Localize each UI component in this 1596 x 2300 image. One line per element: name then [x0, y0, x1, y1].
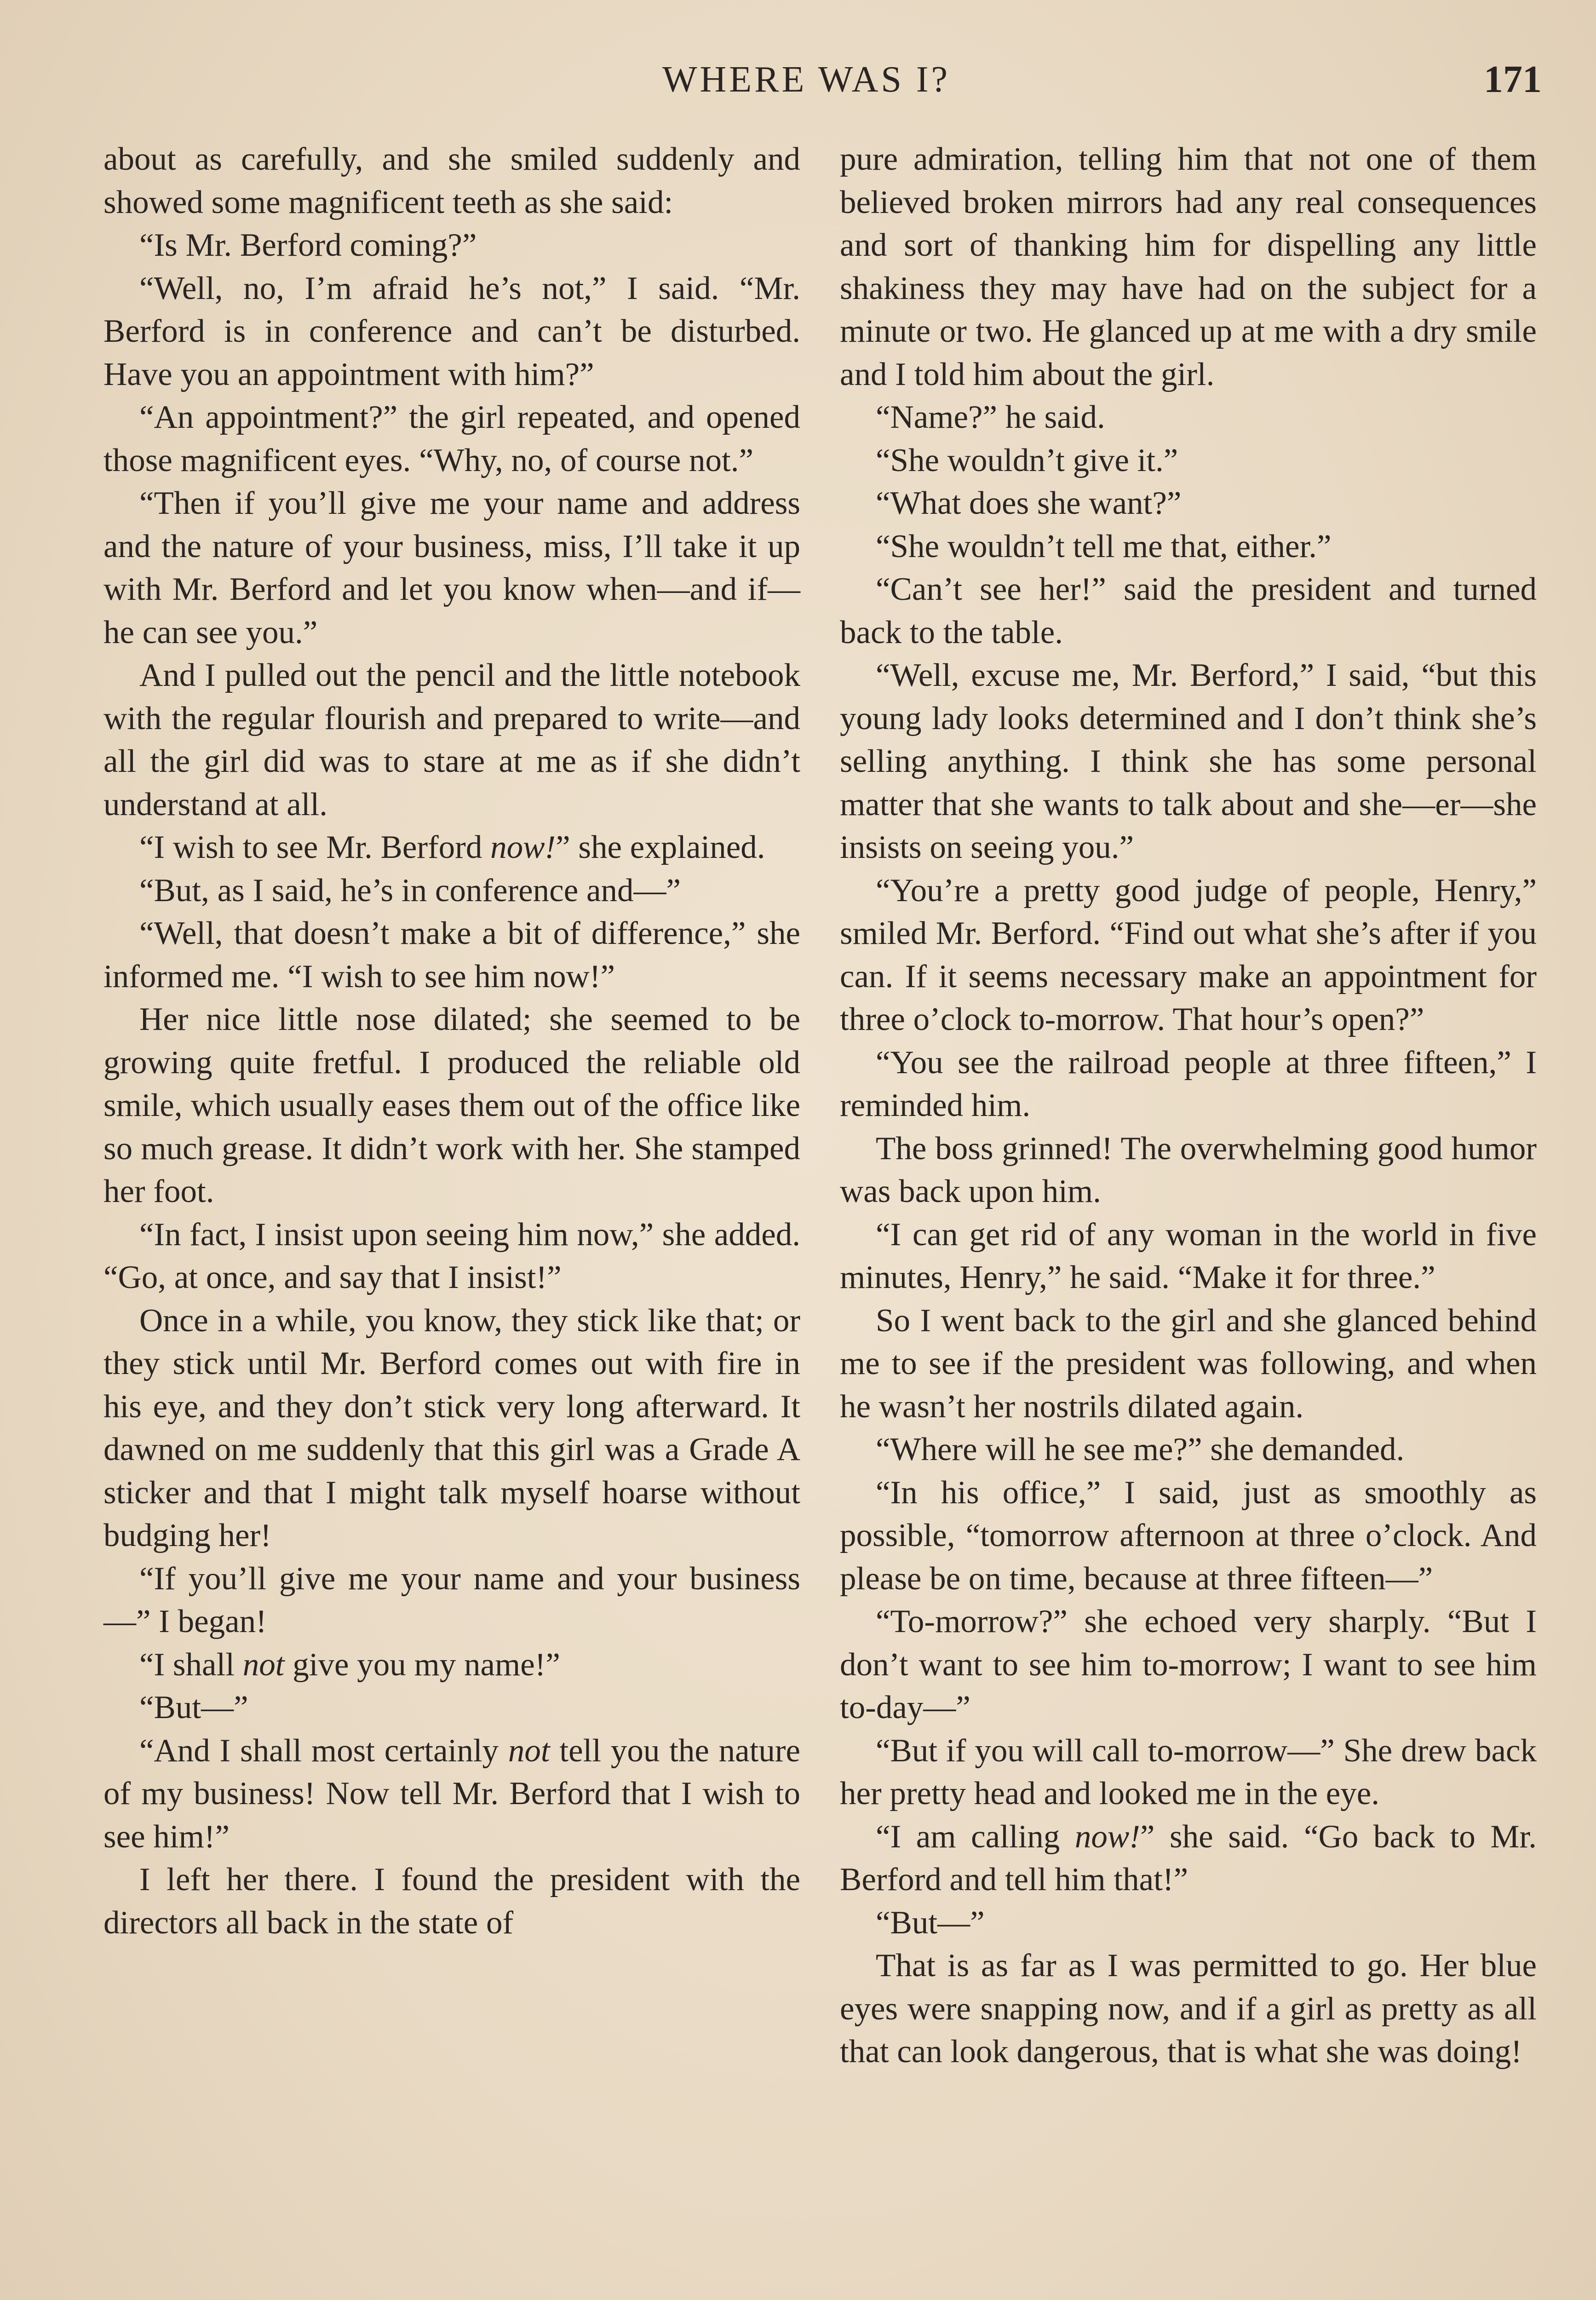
- paragraph: [103, 138, 800, 224]
- paragraph-text: I left her there. I found the president with the directors all back in the state of: [103, 1862, 800, 1941]
- paragraph: [103, 396, 800, 482]
- paragraph: [840, 1730, 1537, 1816]
- paragraph: [103, 998, 800, 1213]
- paragraph-text: “But—”: [876, 1904, 985, 1941]
- paragraph: [103, 1686, 800, 1730]
- paragraph: [103, 826, 800, 869]
- paragraph: [840, 1944, 1537, 2074]
- paragraph: [840, 1213, 1537, 1300]
- paragraph-text: That is as far as I was permitted to go. Her blue eyes were snapping now, and if a girl as pretty as all that can look dangerous, that is what she was doing!: [840, 1948, 1537, 2070]
- paragraph-text: “In fact, I insist upon seeing him now,” she added. “Go, at once, and say that I insist!”: [103, 1216, 800, 1295]
- paragraph-text: “Well, no, I’m afraid he’s not,” I said. “Mr. Berford is in conference and can’t be disturbed. Have you an appointment with him?”: [103, 270, 800, 392]
- paragraph: [103, 654, 800, 826]
- paragraph: [103, 1858, 800, 1944]
- paragraph-text: ” she explained.: [556, 829, 765, 865]
- paragraph: [840, 1816, 1537, 1902]
- paragraph-text: Her nice little nose dilated; she seemed to be growing quite fretful. I produced the reliable old smile, which usually eases them out of the office like so much grease. It didn’t work with her. She stamped her foot.: [103, 1001, 800, 1209]
- paragraph-text: “I wish to see Mr. Berford: [139, 829, 491, 865]
- paragraph: [103, 482, 800, 654]
- paragraph: [840, 1041, 1537, 1127]
- paragraph-text: about as carefully, and she smiled suddenly and showed some magnificent teeth as she said:: [103, 141, 800, 220]
- paragraph-text: “Can’t see her!” said the president and turned back to the table.: [840, 571, 1537, 650]
- paragraph: [840, 568, 1537, 654]
- emphasized-text: now!: [1074, 1818, 1140, 1855]
- paragraph: [103, 1300, 800, 1558]
- paragraph: [840, 1902, 1537, 1945]
- page-number: 171: [1484, 58, 1542, 101]
- paragraph: [103, 267, 800, 397]
- paragraph-text: “Well, excuse me, Mr. Berford,” I said, “but this young lady looks determined and I don’t think she’s selling anything. I think she has some personal matter that she wants to talk about and she—er—she insists on seeing you.”: [840, 657, 1537, 865]
- paragraph-text: “Then if you’ll give me your name and address and the nature of your business, miss, I’ll take it up with Mr. Berford and let you know when—and if—he can see you.”: [103, 485, 800, 650]
- right-text-column: [840, 138, 1537, 2074]
- paragraph-text: So I went back to the girl and she glanced behind me to see if the president was following, and when he wasn’t her nostrils dilated again.: [840, 1302, 1537, 1425]
- paragraph: [840, 482, 1537, 525]
- paragraph-text: “Well, that doesn’t make a bit of difference,” she informed me. “I wish to see him now!”: [103, 915, 800, 995]
- paragraph-text: “Where will he see me?” she demanded.: [876, 1432, 1405, 1467]
- emphasized-text: now!: [490, 829, 556, 865]
- paragraph-text: “To-morrow?” she echoed very sharply. “But I don’t want to see him to-morrow; I want to see him to-day—”: [840, 1604, 1537, 1725]
- paragraph-text: “If you’ll give me your name and your business—” I began!: [103, 1560, 800, 1639]
- paragraph-text: “She wouldn’t give it.”: [876, 442, 1178, 478]
- paragraph-text: “Name?” he said.: [876, 399, 1105, 435]
- paragraph-text: “You see the railroad people at three fifteen,” I reminded him.: [840, 1044, 1537, 1123]
- paragraph: [840, 1300, 1537, 1429]
- paragraph-text: “You’re a pretty good judge of people, Henry,” smiled Mr. Berford. “Find out what she’s after if you can. If it seems necessary make an appointment for three o’clock to-morrow. That hour’s open?”: [840, 872, 1537, 1037]
- paragraph-text: Once in a while, you know, they stick like that; or they stick until Mr. Berford comes out with fire in his eye, and they don’t stick very long afterward. It dawned on me suddenly that this girl was a Grade A sticker and that I might talk myself hoarse without budging her!: [103, 1302, 800, 1553]
- paragraph: [840, 1428, 1537, 1472]
- paragraph-text: “What does she want?”: [876, 485, 1182, 521]
- paragraph-text: “But if you will call to-morrow—” She drew back her pretty head and looked me in the eye.: [840, 1732, 1537, 1811]
- paragraph: [103, 224, 800, 267]
- paragraph: [840, 869, 1537, 1041]
- paragraph: [103, 1644, 800, 1687]
- paragraph-text: The boss grinned! The overwhelming good humor was back upon him.: [840, 1130, 1537, 1209]
- paragraph: [840, 439, 1537, 483]
- paragraph-text: “But, as I said, he’s in conference and—”: [139, 872, 681, 908]
- paragraph-text: “In his office,” I said, just as smoothly as possible, “tomorrow afternoon at three o’clock. And please be on time, because at three fifteen—”: [840, 1474, 1537, 1597]
- paragraph-text: “But—”: [139, 1690, 248, 1725]
- paragraph-text: “Is Mr. Berford coming?”: [139, 227, 477, 263]
- left-text-column: [103, 138, 800, 1944]
- paragraph-text: “I am calling: [876, 1818, 1075, 1855]
- paragraph-text: “I can get rid of any woman in the world in five minutes, Henry,” he said. “Make it for three.”: [840, 1216, 1537, 1295]
- paragraph-text: And I pulled out the pencil and the little notebook with the regular flourish and prepared to write—and all the girl did was to stare at me as if she didn’t understand at all.: [103, 657, 800, 822]
- emphasized-text: not: [508, 1732, 550, 1769]
- page-header: [0, 54, 1596, 105]
- paragraph: [103, 869, 800, 913]
- paragraph-text: give you my name!”: [284, 1646, 560, 1683]
- paragraph-text: tell you the nature of my business! Now tell Mr. Berford that I wish to see him!”: [103, 1732, 800, 1855]
- running-title: WHERE WAS I?: [662, 59, 950, 100]
- paragraph-text: “An appointment?” the girl repeated, and opened those magnificent eyes. “Why, no, of course not.”: [103, 399, 800, 478]
- paragraph-text: pure admiration, telling him that not one of them believed broken mirrors had any real consequences and sort of thanking him for dispelling any little shakiness they may have had on the subject for a minute or two. He glanced up at me with a dry smile and I told him about the girl.: [840, 141, 1537, 392]
- paragraph: [840, 1472, 1537, 1601]
- paragraph-text: ” she said. “Go back to Mr. Berford and tell him that!”: [840, 1818, 1537, 1898]
- paragraph: [840, 396, 1537, 439]
- paragraph: [103, 1730, 800, 1859]
- paragraph: [103, 912, 800, 998]
- paragraph-text: “She wouldn’t tell me that, either.”: [876, 528, 1332, 564]
- paragraph-text: “I shall: [139, 1646, 243, 1683]
- paragraph-text: “And I shall most certainly: [139, 1732, 508, 1769]
- paragraph: [840, 138, 1537, 396]
- paragraph: [840, 1600, 1537, 1730]
- paragraph: [103, 1213, 800, 1300]
- emphasized-text: not: [242, 1646, 285, 1683]
- paragraph: [840, 525, 1537, 569]
- paragraph: [840, 1127, 1537, 1213]
- paragraph: [840, 654, 1537, 869]
- paragraph: [103, 1558, 800, 1644]
